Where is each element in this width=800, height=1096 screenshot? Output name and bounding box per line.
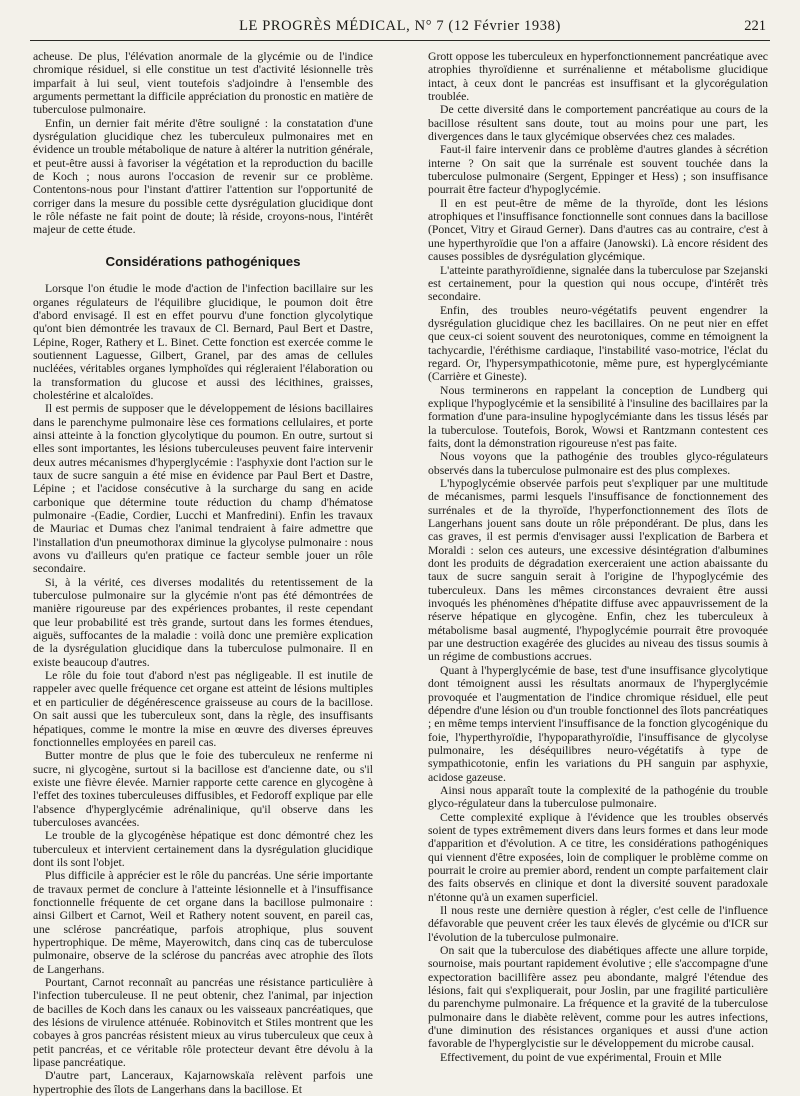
paragraph: Plus difficile à apprécier est le rôle du pancréas. Une série importante de travaux permet de conclure à l'atteinte lésionnelle et à l'insuffisance fonctionnelle fréquente de cet organe dans la bacillose pulmonaire : ainsi Gilbert et Carnot, Weil et Rathery notent souvent, en pareil cas, une sclérose pancréatique, parfois atrophique, plus souvent hypertrophique. De même, Mayerowitch, dans cinq cas de tuberculose pulmonaire, observe de la sclérose du pancréas avec atrophie des îlots de Langerhans. <box>33 869 373 976</box>
paragraph: Cette complexité explique à l'évidence que les troubles observés soient de types extrêmement divers dans leurs formes et dans leur mode d'apparition et d'évolution. A ce titre, les considérations pathogéniques qui viennent d'être exposées, loin de compliquer le problème comme on pourrait le croire au premier abord, rendent un compte parfaitement clair des faits observés en clinique et dont la diversité souvent paradoxale n'étonne qu'à un examen superficiel. <box>428 810 768 904</box>
right-column <box>428 50 768 1064</box>
paragraph: Pourtant, Carnot reconnaît au pancréas une résistance particulière à l'infection tuberculeuse. Il ne peut obtenir, chez l'animal, par injection de bacilles de Koch dans les canaux ou les vaisseaux pancréatiques, que des lésions de virulence atténuée. Robinovitch et Stiles montrent que les cobayes à gros pancréas résistent mieux au virus tuberculeux que ceux à petit pancréas, et ce véritable rôle protecteur devant être dévolu à la lipase pancréatique. <box>33 976 373 1070</box>
paragraph: Butter montre de plus que le foie des tuberculeux ne renferme ni sucre, ni glycogène, surtout si la bacillose est d'ancienne date, ou s'il existe une fièvre élevée. Marnier rapporte cette carence en glycogène à l'effet des toxines tuberculeuses diffusibles, et Fedoroff explique par elle l'absence d'hyperglycémie adrénalinique, qu'il observe dans les tuberculoses avancées. <box>33 749 373 829</box>
paragraph: Nous voyons que la pathogénie des troubles glyco-régulateurs observés dans la tuberculose pulmonaire est des plus complexes. <box>428 450 768 477</box>
paragraph: Faut-il faire intervenir dans ce problème d'autres glandes à sécrétion interne ? On sait que la surrénale est souvent touchée dans la tuberculose pulmonaire (Sergent, Eppinger et Hess) ; son insuffisance pourrait être facteur d'hypoglycémie. <box>428 143 768 197</box>
paragraph: Le trouble de la glycogénèse hépatique est donc démontré chez les tuberculeux et intervient certainement dans la dysrégulation glucidique dont ils sont l'objet. <box>33 829 373 869</box>
paragraph: D'autre part, Lanceraux, Kajarnowskaïa relèvent parfois une hypertrophie des îlots de Langerhans dans la bacillose. Et <box>33 1069 373 1096</box>
paragraph: Quant à l'hyperglycémie de base, test d'une insuffisance glycolytique dont témoignent aussi les résultats anormaux de l'hyperglycémie provoquée et l'augmentation de l'indice chromique résiduel, elle peut dépendre d'une lésion ou d'un trouble fonctionnel des îlots pancréatiques ; en même temps intervient l'insuffisance de la fonction glycogénique du foie, l'hyperthyroïdie, l'hypoparathyroïdie, l'insuffisance de glycolyse pulmonaire, les déséquilibres neuro-végétatifs à type de sympathicotonie, enfin les variations du PH sanguin par asphyxie, acidose gazeuse. <box>428 663 768 784</box>
page-number: 221 <box>744 18 766 34</box>
paragraph: Grott oppose les tuberculeux en hyperfonctionnement pancréatique avec atrophies thyroïdienne et surrénalienne et métabolisme glucidique intact, à ceux dont le pancréas est insuffisant et la glycorégulation troublée. <box>428 50 768 104</box>
section-title: Considérations pathogéniques <box>105 253 301 269</box>
header-rule <box>30 40 770 41</box>
running-header <box>0 18 800 38</box>
paragraph: Enfin, des troubles neuro-végétatifs peuvent engendrer la dysrégulation glucidique chez les bacillaires. On ne peut nier en effet que ceux-ci soient souvent des neurotoniques, comme en témoignent la tachycardie, l'éréthisme cardiaque, l'instabilité vaso-motrice, l'éclat du regard. Or, l'hypersympathicotonie, même pure, est hyperglycémiante (Carrière et Gineste). <box>428 303 768 384</box>
paragraph: On sait que la tuberculose des diabétiques affecte une allure torpide, sournoise, mais pourtant rapidement évolutive ; elle s'accompagne d'une expectoration bacillifère assez peu abondante, malgré l'étendue des lésions, fait qui s'expliquerait, pour Joslin, par une fragilité particulière du parenchyme pulmonaire. La fréquence et la gravité de la tuberculose pulmonaire dans le diabète relèvent, comme pour les autres infections, d'une diminution des résistances organiques et aussi d'une action favorable de l'hyperglycistie sur le développement du microbe causal. <box>428 944 768 1051</box>
paragraph: Il en est peut-être de même de la thyroïde, dont les lésions atrophiques et l'insuffisance fonctionnelle sont connues dans la bacillose (Poncet, Vitry et Giraud Gerner). Dans d'autres cas au contraire, c'est à une hyperthyroïdie que l'on a affaire (Janowski). Là encore résident des causes possibles de dysrégulation glycémique. <box>428 196 768 264</box>
paragraph: acheuse. De plus, l'élévation anormale de la glycémie ou de l'indice chromique résiduel, si elle constitue un test d'activité lésionnelle très imparfait à lui seul, vient toutefois s'adjoindre à l'ensemble des arguments permettant la difficile appréciation du pronostic en matière de tuberculose pulmonaire. <box>33 50 374 117</box>
paragraph: Ainsi nous apparaît toute la complexité de la pathogénie du trouble glyco-régulateur dans la tuberculose pulmonaire. <box>428 783 768 811</box>
left-column <box>33 50 374 1096</box>
paragraph: L'hypoglycémie observée parfois peut s'expliquer par une multitude de mécanismes, parmi lesquels l'insuffisance de fonctionnement des surrénales et de la thyroïde, l'hyperfonctionnement des îlots de Langerhans jouent sans doute un rôle prépondérant. De plus, dans les cas graves, il est permis d'envisager aussi l'explication de Barbera et Moraldi : selon ces auteurs, une excessive désintégration d'albumines dont les produits de dégradation exerceraient une action abaissante du taux de sucre sanguin serait à l'origine de l'hypoglycémie des tuberculeux. Dans les mêmes circonstances devraient être aussi invoqués les phénomènes d'hépatite diffuse avec appauvrissement de la réserve hépatique en glycogène. Enfin, chez les tuberculeux à métabolisme basal augmenté, l'hypoglycémie pourrait être provoquée par une destruction exagérée des glucides au niveau des tissus soumis à un régime de combustions accrues. <box>428 477 768 664</box>
paragraph: Il est permis de supposer que le développement de lésions bacillaires dans le parenchyme pulmonaire lèse ces formations cellulaires, et porte ainsi atteinte à la fonction glycolytique du poumon. En outre, surtout si elles sont importantes, les lésions tuberculeuses peuvent faire intervenir deux autres mécanismes d'hyperglycémie : l'asphyxie dont l'action sur le taux de sucre sanguin a été mise en évidence par Paul Bert et Dastre, Lépine ; et l'acidose consécutive à la surcharge du sang en acide carbonique que détermine toute réduction du champ d'hématose pulmonaire -(Eadie, Cordier, Lucchi et Manfredini). Enfin les travaux de Mauriac et Dumas chez l'animal tendraient à faire admettre que l'installation d'un pneumothorax diminue la glycolyse pulmonaire : nous avons vu d'ailleurs qu'en pratique ce facteur semble jouer un rôle secondaire. <box>33 402 373 576</box>
paragraph: Enfin, un dernier fait mérite d'être souligné : la constatation d'une dysrégulation glucidique chez les tuberculeux pulmonaires met en évidence un trouble métabolique de nature à altérer la nutrition générale, et peut-être aussi à favoriser la végétation et la reproduction du bacille de Koch ; nous aurons l'occasion de revenir sur ce problème. Contentons-nous pour l'instant d'attirer l'attention sur l'opportunité de corriger dans la mesure du possible cette dysrégulation glucidique dont le rôle néfaste ne fait point de doute; là réside, croyons-nous, l'intérêt majeur de cette étude. <box>33 116 373 237</box>
paragraph: Il nous reste une dernière question à régler, c'est celle de l'influence défavorable que peuvent créer les taux élevés de glycémie ou d'ICR sur l'évolution de la tuberculose pulmonaire. <box>428 904 768 944</box>
paragraph: L'atteinte parathyroïdienne, signalée dans la tuberculose par Szejanski est certainement, pour la question qui nous occupe, d'intérêt très secondaire. <box>428 263 768 304</box>
journal-title: LE PROGRÈS MÉDICAL, N° 7 (12 Février 1938) <box>239 18 561 34</box>
paragraph: Effectivement, du point de vue expérimental, Frouin et Mlle <box>440 1050 722 1064</box>
paragraph: Si, à la vérité, ces diverses modalités du retentissement de la tuberculose pulmonaire sur la glycémie n'ont pas été démontrées de manière rigoureuse par des expériences probantes, il reste cependant que leur probabilité est très grande, surtout dans les formes étendues, aiguës, suffocantes de la maladie : voilà donc une première explication de la dysrégulation glucidique dans la tuberculose pulmonaire. Il en existe beaucoup d'autres. <box>33 575 373 669</box>
paragraph: Le rôle du foie tout d'abord n'est pas négligeable. Il est inutile de rappeler avec quelle fréquence cet organe est atteint de lésions multiples et en particulier de dégénérescence graisseuse au cours de la bacillose. On sait aussi que les tuberculeux sont, dans la règle, des insuffisants hépatiques, comme le montre la mise en œuvre des diverses épreuves fonctionnelles employées en pareil cas. <box>33 669 373 749</box>
paragraph: De cette diversité dans le comportement pancréatique au cours de la bacillose résultent sans doute, tout au moins pour une part, les divergences dans le taux glycémique observées chez ces malades. <box>428 103 768 144</box>
paragraph: Lorsque l'on étudie le mode d'action de l'infection bacillaire sur les organes régulateurs de l'équilibre glucidique, le poumon doit être d'abord envisagé. Il est en effet pourvu d'une fonction glycolytique qu'ont bien démontrée les travaux de Cl. Bernard, Paul Bert et Dastre, Lépine, Roger, Rathery et L. Binet. Cette fonction est exercée comme le soutiennent Laguesse, Gilbert, Granel, par des amas de cellules nucléées, véritables organes lymphoïdes qui régleraient l'élaboration ou la transformation du glucose et aussi des lécithines, graisses, cholestérine et alcaloïdes. <box>33 282 373 402</box>
paragraph: Nous terminerons en rappelant la conception de Lundberg qui explique l'hypoglycémie et la sensibilité à l'insuline des bacillaires par la formation d'une para-insuline hypoglycémiante dans les tissus lésés par la tuberculose. Toutefois, Borok, Wowsi et Rantzmann contestent ces faits, dont la démonstration rigoureuse n'est pas faite. <box>428 383 768 450</box>
